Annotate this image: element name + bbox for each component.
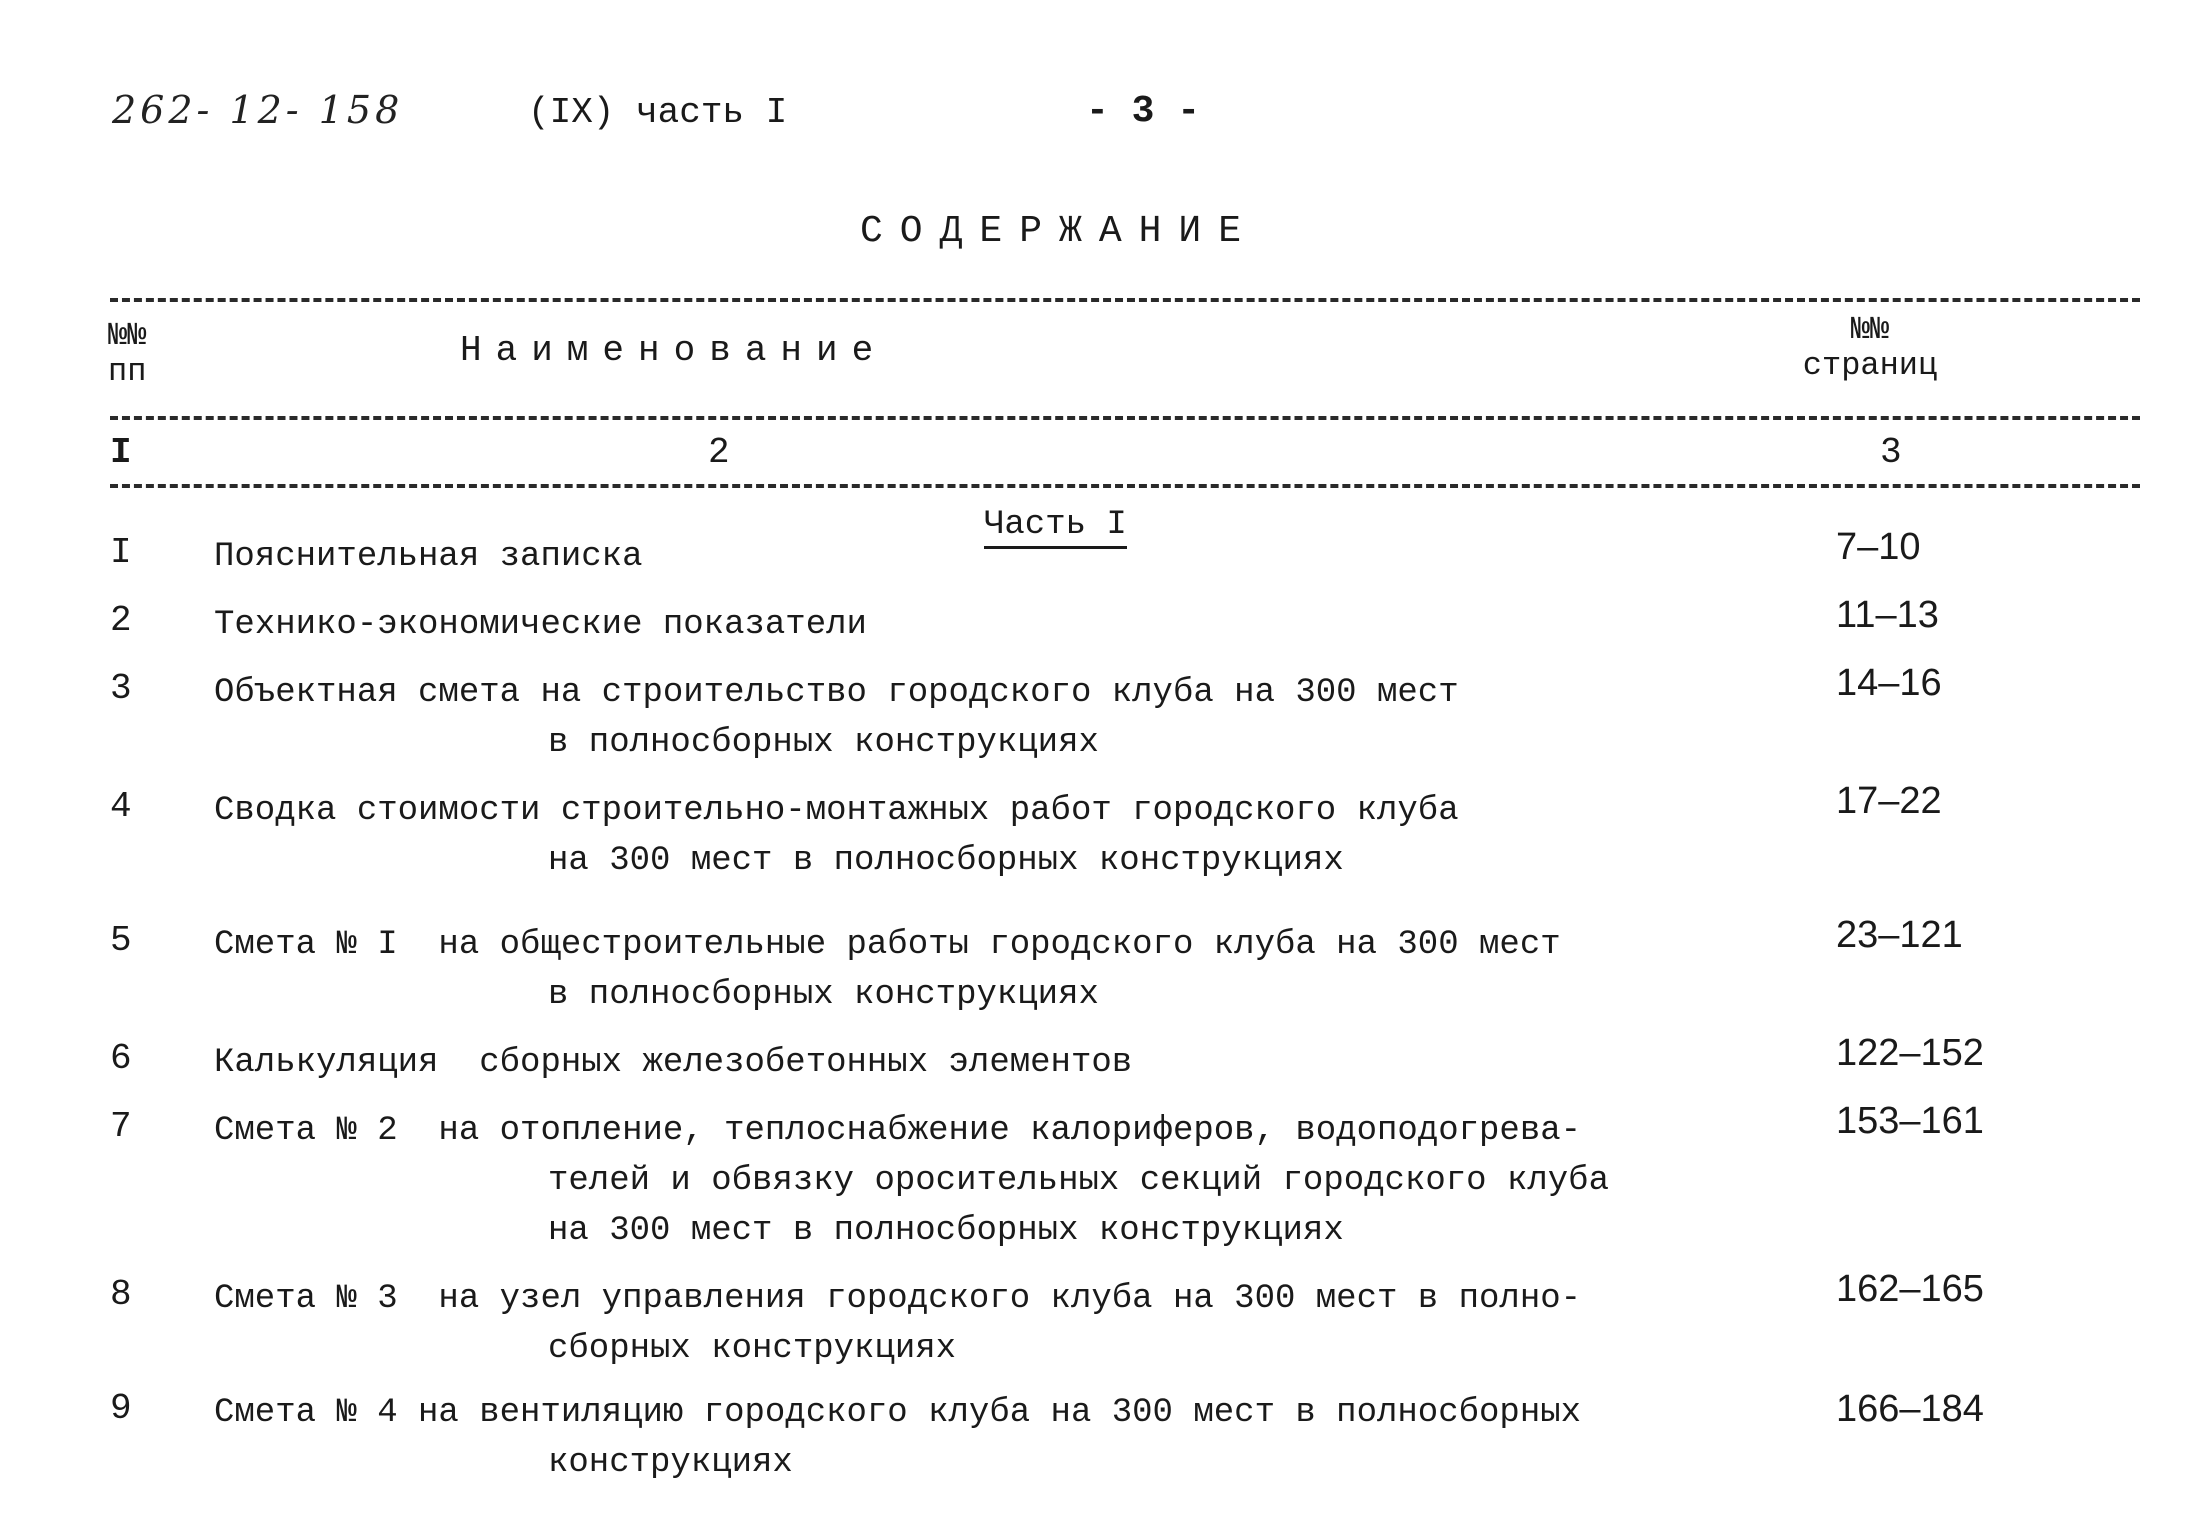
row-title (214, 920, 1561, 1020)
row-number: 8 (110, 1274, 132, 1315)
row-title-line: Сводка стоимости строительно-монтажных работ городского клуба (214, 792, 1459, 830)
page-title: СОДЕРЖАНИЕ (860, 210, 1259, 253)
column-index-2: 2 (708, 432, 730, 473)
section-label: Часть I (984, 506, 1127, 549)
row-number: 7 (110, 1106, 132, 1147)
row-number: 3 (110, 668, 132, 709)
row-number: I (110, 532, 132, 573)
column-header-pages-line2: страниц (1802, 347, 1938, 384)
document-part: (IX) часть I (528, 92, 788, 133)
table-rule-middle (110, 416, 2140, 420)
table-rule-bottom (110, 484, 2140, 488)
row-title-continuation: на 300 мест в полносборных конструкциях (548, 842, 1344, 880)
column-header-number (108, 318, 146, 390)
row-number: 5 (110, 920, 132, 961)
row-title (214, 600, 867, 650)
column-header-number-line2: пп (108, 353, 147, 390)
row-title (214, 668, 1459, 768)
row-number: 6 (110, 1038, 132, 1079)
document-code: 262- 12- 158 (112, 88, 404, 132)
row-pages: 14–16 (1836, 662, 1942, 704)
column-header-pages-line1: №№ (1850, 311, 1890, 348)
row-title-continuation: в полносборных конструкциях (548, 976, 1099, 1014)
row-title-line: Объектная смета на строительство городского клуба на 300 мест (214, 674, 1459, 712)
row-title-continuation: на 300 мест в полносборных конструкциях (548, 1212, 1344, 1250)
column-header-name: Наименование (460, 330, 888, 371)
row-number: 2 (110, 600, 132, 641)
column-header-pages (1800, 312, 1940, 384)
row-title-continuation: телей и обвязку оросительных секций городского клуба (548, 1162, 1609, 1200)
row-title (214, 1038, 1132, 1088)
row-pages: 7–10 (1836, 526, 1921, 568)
row-title-continuation: сборных конструкциях (548, 1330, 957, 1368)
row-pages: 11–13 (1836, 594, 1939, 636)
column-index-1: I (110, 432, 132, 473)
row-pages: 162–165 (1836, 1268, 1984, 1310)
column-index-3: 3 (1880, 432, 1902, 473)
row-pages: 166–184 (1836, 1388, 1984, 1430)
row-title (214, 532, 642, 582)
row-pages: 17–22 (1836, 780, 1942, 822)
row-pages: 153–161 (1836, 1100, 1984, 1142)
column-header-number-line1: №№ (108, 317, 147, 354)
row-title-line: Смета № 4 на вентиляцию городского клуба на 300 мест в полносборных (214, 1394, 1582, 1432)
row-title-line: Смета № 3 на узел управления городского клуба на 300 мест в полно- (214, 1280, 1582, 1318)
row-title (214, 1388, 1581, 1488)
row-title-continuation: в полносборных конструкциях (548, 724, 1099, 762)
row-title (214, 786, 1459, 886)
row-title-line: Калькуляция сборных железобетонных элементов (214, 1044, 1133, 1082)
row-title-line: Технико-экономические показатели (214, 606, 867, 644)
row-title-line: Пояснительная записка (214, 538, 643, 576)
row-pages: 122–152 (1836, 1032, 1984, 1074)
row-title-line: Смета № I на общестроительные работы городского клуба на 300 мест (214, 926, 1561, 964)
page-number: - 3 - (1086, 90, 1201, 133)
row-title (214, 1106, 1609, 1256)
row-title-line: Смета № 2 на отопление, теплоснабжение калориферов, водоподогрева- (214, 1112, 1582, 1150)
row-pages: 23–121 (1836, 914, 1963, 956)
row-title-continuation: конструкциях (548, 1444, 793, 1482)
row-title (214, 1274, 1581, 1374)
row-number: 9 (110, 1388, 132, 1429)
row-number: 4 (110, 786, 132, 827)
table-rule-top (110, 298, 2140, 302)
